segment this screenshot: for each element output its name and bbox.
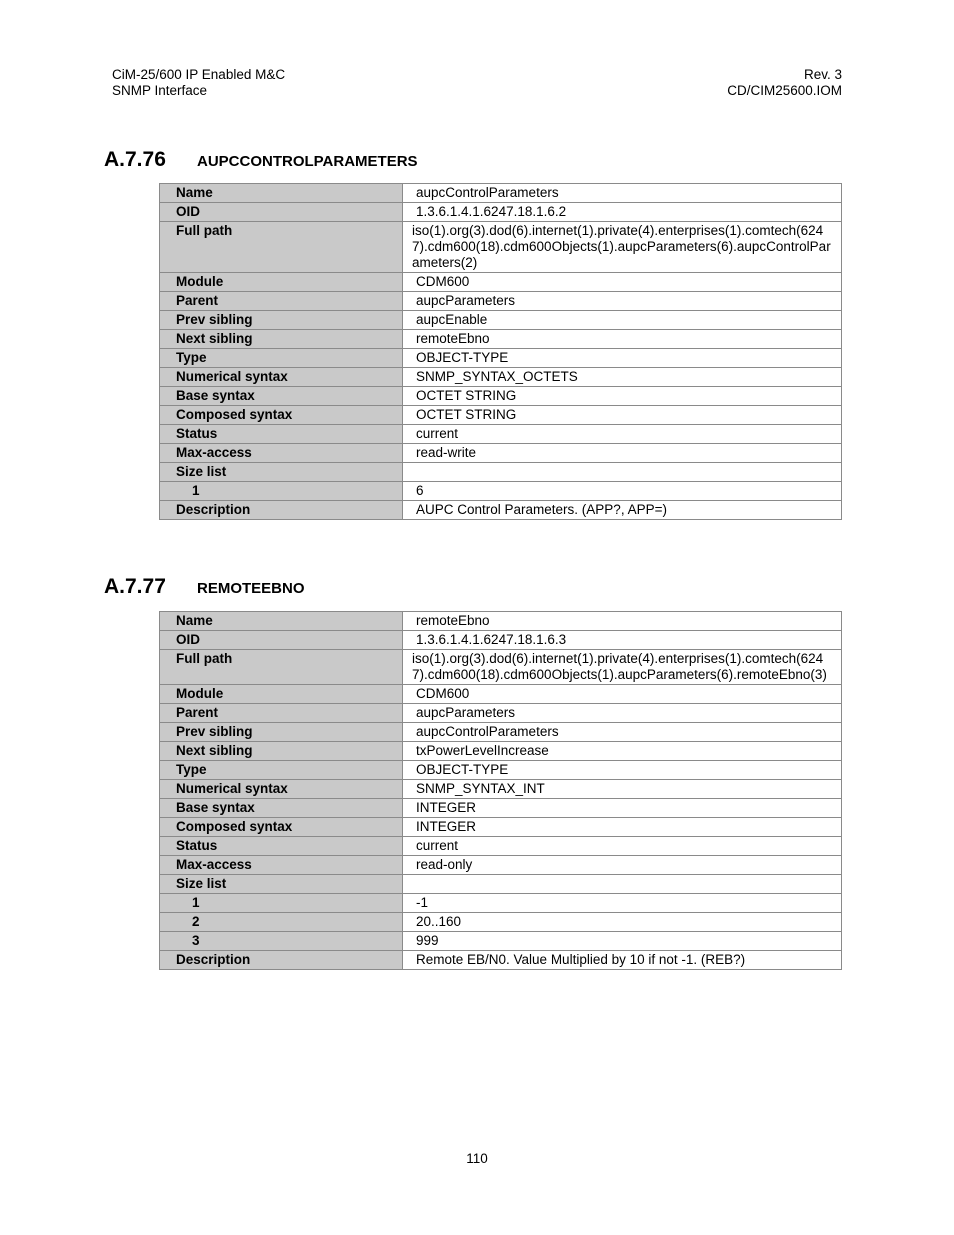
table-row: [160, 818, 842, 837]
table-row: [160, 631, 842, 650]
table-row: [160, 387, 842, 406]
size-index: 3: [160, 932, 403, 951]
row-key: Base syntax: [160, 799, 403, 818]
row-key: Prev sibling: [160, 723, 403, 742]
row-key: Next sibling: [160, 742, 403, 761]
row-key: Status: [160, 425, 403, 444]
row-key: Full path: [160, 222, 403, 273]
row-key: Max-access: [160, 444, 403, 463]
table-row: [160, 463, 842, 482]
row-value: INTEGER: [403, 799, 842, 818]
row-key: Name: [160, 612, 403, 631]
row-key: Type: [160, 761, 403, 780]
row-key: OID: [160, 203, 403, 222]
row-value: OBJECT-TYPE: [403, 761, 842, 780]
table-row: [160, 184, 842, 203]
row-key: Composed syntax: [160, 406, 403, 425]
size-value: 6: [403, 482, 842, 501]
table-row: [160, 425, 842, 444]
document-title: CiM-25/600 IP Enabled M&C: [112, 67, 286, 82]
row-value: aupcEnable: [403, 311, 842, 330]
object-table: [159, 183, 842, 520]
row-value: iso(1).org(3).dod(6).internet(1).private(4).enterprises(1).comtech(6247).cdm600(18).cdm600Objects(1).aupcParameters(6).aupcControlParameters(2): [403, 222, 842, 273]
section-number: A.7.77: [104, 575, 166, 598]
row-value: 1.3.6.1.4.1.6247.18.1.6.2: [403, 203, 842, 222]
row-value: INTEGER: [403, 818, 842, 837]
table-row: [160, 203, 842, 222]
row-value: aupcParameters: [403, 292, 842, 311]
table-row: [160, 875, 842, 894]
row-key: Next sibling: [160, 330, 403, 349]
table-row: [160, 273, 842, 292]
row-key: Prev sibling: [160, 311, 403, 330]
row-value: txPowerLevelIncrease: [403, 742, 842, 761]
row-value: aupcParameters: [403, 704, 842, 723]
row-value: remoteEbno: [403, 612, 842, 631]
table-row: [160, 742, 842, 761]
row-key: Size list: [160, 875, 403, 894]
row-value: remoteEbno: [403, 330, 842, 349]
table-row: [160, 894, 842, 913]
row-key: Parent: [160, 292, 403, 311]
row-key: Module: [160, 685, 403, 704]
row-value: read-write: [403, 444, 842, 463]
table-row: [160, 311, 842, 330]
table-row: [160, 330, 842, 349]
row-key: Type: [160, 349, 403, 368]
table-row: [160, 856, 842, 875]
row-key: Status: [160, 837, 403, 856]
table-row: [160, 349, 842, 368]
table-row: [160, 913, 842, 932]
row-key: OID: [160, 631, 403, 650]
row-key: Description: [160, 501, 403, 520]
row-value: Remote EB/N0. Value Multiplied by 10 if not -1. (REB?): [403, 951, 842, 970]
row-value: [403, 463, 842, 482]
size-index: 1: [160, 482, 403, 501]
row-value: CDM600: [403, 685, 842, 704]
table-row: [160, 292, 842, 311]
row-key: Full path: [160, 650, 403, 685]
row-key: Numerical syntax: [160, 368, 403, 387]
table-row: [160, 368, 842, 387]
row-key: Base syntax: [160, 387, 403, 406]
row-value: AUPC Control Parameters. (APP?, APP=): [403, 501, 842, 520]
row-key: Size list: [160, 463, 403, 482]
page-header-right: [727, 67, 842, 99]
table-row: [160, 612, 842, 631]
row-key: Name: [160, 184, 403, 203]
table-row: [160, 650, 842, 685]
row-value: read-only: [403, 856, 842, 875]
revision-label: Rev. 3: [803, 67, 842, 82]
row-value: SNMP_SYNTAX_INT: [403, 780, 842, 799]
section-title: aupccontrolparameters: [197, 148, 418, 171]
row-value: OCTET STRING: [403, 406, 842, 425]
row-key: Parent: [160, 704, 403, 723]
row-value: iso(1).org(3).dod(6).internet(1).private(4).enterprises(1).comtech(6247).cdm600(18).cdm600Objects(1).aupcParameters(6).remoteEbno(3): [403, 650, 842, 685]
row-key: Description: [160, 951, 403, 970]
size-index: 2: [160, 913, 403, 932]
row-value: OBJECT-TYPE: [403, 349, 842, 368]
page-header-left: [112, 67, 285, 99]
size-index: 1: [160, 894, 403, 913]
row-key: Max-access: [160, 856, 403, 875]
row-key: Numerical syntax: [160, 780, 403, 799]
row-value: aupcControlParameters: [403, 184, 842, 203]
table-row: [160, 444, 842, 463]
row-value: SNMP_SYNTAX_OCTETS: [403, 368, 842, 387]
table-row: [160, 501, 842, 520]
row-value: aupcControlParameters: [403, 723, 842, 742]
document-code: CD/CIM25600.IOM: [727, 83, 842, 98]
row-value: 1.3.6.1.4.1.6247.18.1.6.3: [403, 631, 842, 650]
size-value: 20..160: [403, 913, 842, 932]
table-row: [160, 799, 842, 818]
table-row: [160, 704, 842, 723]
table-row: [160, 482, 842, 501]
table-row: [160, 222, 842, 273]
object-table: [159, 611, 842, 970]
table-row: [160, 761, 842, 780]
page-number: 110: [466, 1151, 488, 1166]
row-key: Module: [160, 273, 403, 292]
section-title: remoteebno: [197, 575, 305, 598]
section-number: A.7.76: [104, 148, 166, 171]
table-row: [160, 837, 842, 856]
table-row: [160, 406, 842, 425]
section-heading: [104, 575, 305, 599]
row-key: Composed syntax: [160, 818, 403, 837]
document-subtitle: SNMP Interface: [112, 83, 208, 98]
table-row: [160, 932, 842, 951]
table-row: [160, 685, 842, 704]
row-value: current: [403, 425, 842, 444]
row-value: [403, 875, 842, 894]
size-value: 999: [403, 932, 842, 951]
row-value: current: [403, 837, 842, 856]
row-value: OCTET STRING: [403, 387, 842, 406]
table-row: [160, 723, 842, 742]
row-value: CDM600: [403, 273, 842, 292]
section-heading: [104, 148, 418, 172]
table-row: [160, 780, 842, 799]
size-value: -1: [403, 894, 842, 913]
table-row: [160, 951, 842, 970]
